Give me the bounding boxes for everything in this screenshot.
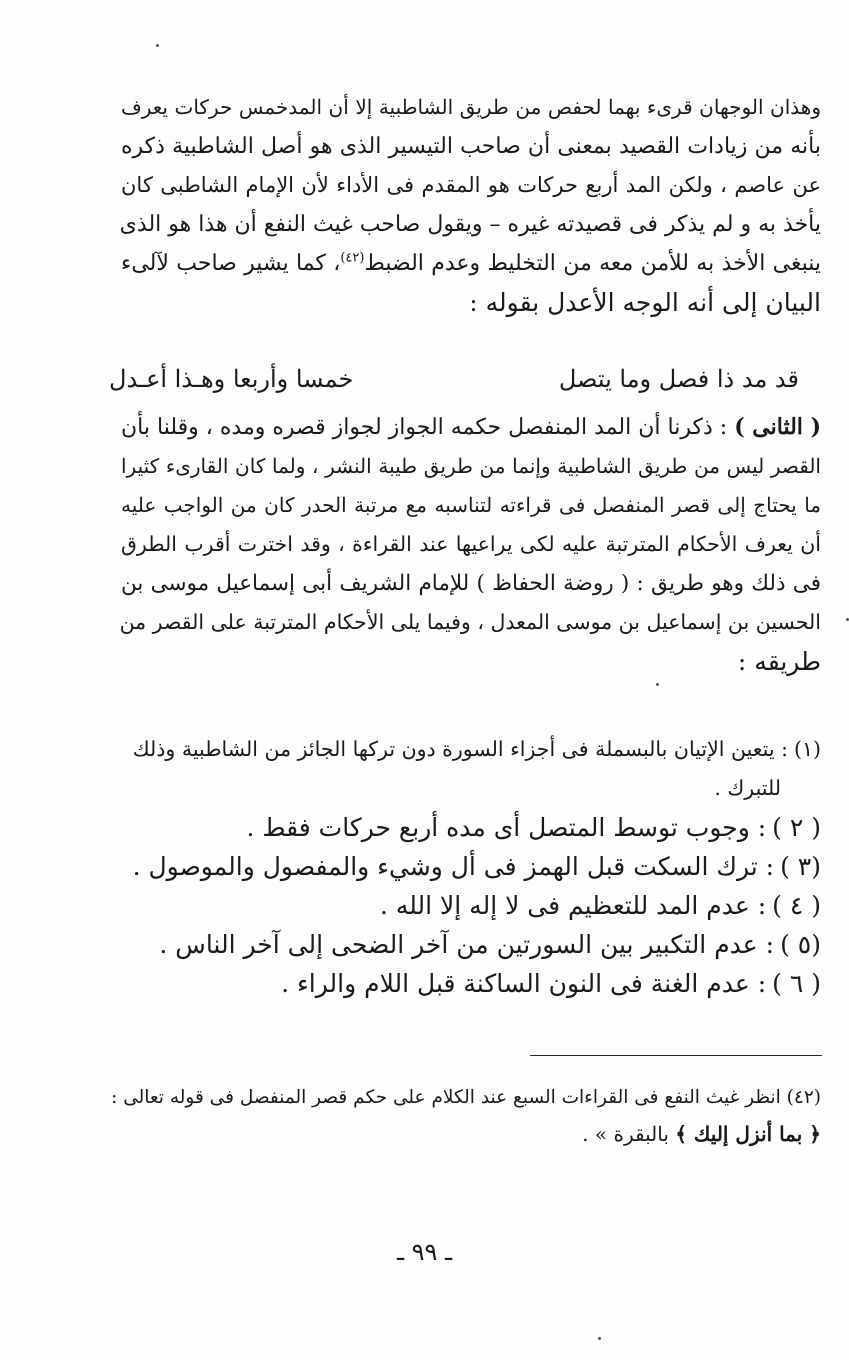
list-text: : عدم التكبير بين السورتين من آخر الضحى إلى آخر الناس . (159, 930, 775, 959)
paragraph-line (121, 244, 821, 283)
list-number: (١) (793, 737, 821, 761)
scan-speck (656, 683, 659, 686)
paragraph-line: القصر ليس من طريق الشاطبية وإنما من طريق طيبة النشر ، ولما كان القارىء كثيرا (121, 454, 821, 478)
paragraph-line: البيان إلى أنه الوجه الأعدل بقوله : (469, 288, 821, 317)
paragraph-line (121, 408, 821, 447)
rules-list (121, 730, 821, 1003)
line-text: ، كما يشير صاحب لآلىء (121, 251, 341, 276)
poem-verse (109, 360, 799, 398)
paragraph-line: يأخذ به و لم يذكر فى قصيدته غيره – ويقول صاحب غيث النفع أن هذا هو الذى (119, 212, 821, 237)
quran-verse: ﴿ بما أنزل إليك ﴾ (675, 1122, 821, 1146)
line-text: ينبغى الأخذ به للأمن معه من التخليط وعدم الضبط (364, 251, 822, 276)
section-lead: ( الثانى ) (734, 414, 821, 440)
list-text-continuation: للتبرك . (714, 776, 781, 800)
list-item (121, 925, 821, 964)
list-text: : ترك السكت قبل الهمز فى أل وشيء والمفصول والموصول . (132, 852, 775, 881)
footnote-reference: (٤٢) (340, 250, 365, 266)
list-text: : يتعين الإتيان بالبسملة فى أجزاء السورة دون تركها الجائز من الشاطبية وذلك (132, 737, 788, 761)
paragraph-line: طريقه : (737, 647, 821, 676)
list-text: : عدم الغنة فى النون الساكنة قبل اللام والراء . (281, 969, 767, 998)
list-number: ( ٤ ) (772, 891, 821, 920)
list-number: ( ٢ ) (772, 813, 821, 842)
paragraph-line: عن عاصم ، ولكن المد أربع حركات هو المقدم فى الأداء لأن الإمام الشاطبى كان (121, 173, 821, 197)
paragraph-line: الحسين بن إسماعيل بن موسى المعدل ، وفيما يلى الأحكام المترتبة على القصر من (119, 610, 821, 634)
scan-speck (156, 44, 159, 47)
footnote (111, 1080, 821, 1152)
list-number: (٥ ) (780, 930, 821, 959)
paragraph-line: وهذان الوجهان قرىء بهما لحفص من طريق الشاطبية إلا أن المدخمس حركات يعرف (121, 95, 821, 119)
line-text: بالبقرة » . (582, 1122, 669, 1146)
list-number: ( ٦ ) (772, 969, 821, 998)
paragraph-line: بأنه من زيادات القصيد بمعنى أن صاحب التيسير الذى هو أصل الشاطبية ذكره (121, 134, 821, 159)
paragraph-line: أن يعرف الأحكام المترتبة عليه لكى يراعيها عند القراءة ، وقد اخترت أقرب الطرق (121, 532, 821, 556)
footnote-line (111, 1116, 821, 1152)
list-item (121, 847, 821, 886)
list-text: : عدم المد للتعظيم فى لا إله إلا الله . (379, 891, 767, 920)
list-text: : وجوب توسط المتصل أى مده أربع حركات فقط . (246, 813, 767, 842)
second-hemistich: خمسا وأربعا وهـذا أعـدل (109, 365, 354, 393)
paragraph-1 (121, 88, 821, 322)
paragraph-2 (121, 408, 821, 681)
first-hemistich: قد مد ذا فصل وما يتصل (558, 365, 799, 393)
list-item (121, 730, 821, 808)
list-item (121, 808, 821, 847)
footnote-line: (٤٢) انظر غيث النفع فى القراءات السبع عند الكلام على حكم قصر المنفصل فى قوله تعالى : (111, 1087, 821, 1108)
paragraph-line: ما يحتاج إلى قصر المنفصل فى قراءته لتناسبه مع مرتبة الحدر كان من الواجب عليه (121, 493, 822, 517)
paragraph-line: فى ذلك وهو طريق : ( روضة الحفاظ ) للإمام الشريف أبى إسماعيل موسى بن (121, 571, 821, 596)
line-text: : ذكرنا أن المد المنفصل حكمه الجواز لجواز قصره ومده ، وقلنا بأن (121, 415, 728, 440)
list-item (121, 964, 821, 1003)
scan-speck (598, 1337, 601, 1340)
page-number: ـ ٩٩ ـ (396, 1238, 453, 1266)
footnote-separator (530, 1055, 822, 1056)
list-number: (٣ ) (780, 852, 821, 881)
list-item (121, 886, 821, 925)
